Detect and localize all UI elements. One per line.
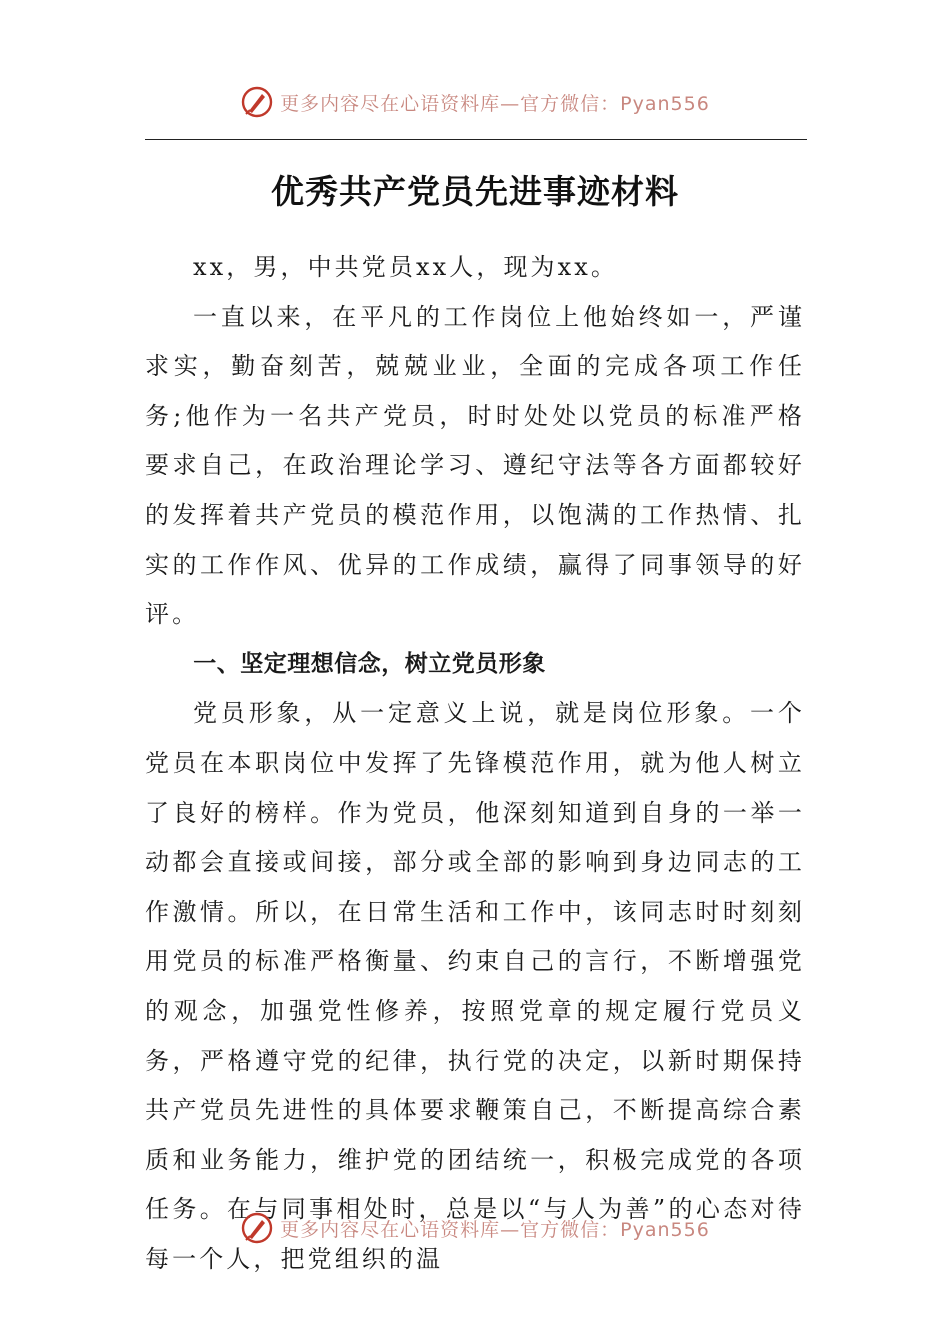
pen-circle-logo-icon [240, 1211, 274, 1245]
banner-slogan: 更多内容尽在心语资料库—官方微信： [280, 1218, 621, 1241]
section-heading: 一、坚定理想信念，树立党员形象 [193, 650, 546, 677]
banner-text [280, 1215, 710, 1242]
header-divider [145, 139, 807, 140]
footer-banner [0, 1208, 950, 1248]
banner-wechat-id: Pyan556 [620, 92, 710, 115]
header-banner [0, 82, 950, 122]
paragraph-intro: xx，男，中共党员xx人，现为xx。 [193, 253, 619, 281]
banner-slogan: 更多内容尽在心语资料库—官方微信： [280, 92, 621, 115]
paragraph-section-1: 党员形象，从一定意义上说，就是岗位形象。一个党员在本职岗位中发挥了先锋模范作用，就为他人树立了良好的榜样。作为党员，他深刻知道到自身的一举一动都会直接或间接，部分或全部的影响到身边同志的工作激情。所以，在日常生活和工作中，该同志时时刻刻用党员的标准严格衡量、约束自己的言行，不断增强党的观念，加强党性修养，按照党章的规定履行党员义务，严格遵守党的纪律，执行党的决定，以新时期保持共产党员先进性的具体要求鞭策自己，不断提高综合素质和业务能力，维护党的团结统一，积极完成党的各项任务。在与同事相处时，总是以“与人为善”的心态对待每一个人，把党组织的温 [145, 699, 805, 1273]
document-title: 优秀共产党员先进事迹材料 [271, 172, 679, 211]
banner-wechat-id: Pyan556 [620, 1218, 710, 1241]
pen-circle-logo-icon [240, 85, 274, 119]
paragraph-summary: 一直以来，在平凡的工作岗位上他始终如一，严谨求实，勤奋刻苦，兢兢业业，全面的完成各项工作任务;他作为一名共产党员，时时处处以党员的标准严格要求自己，在政治理论学习、遵纪守法等各方面都较好的发挥着共产党员的模范作用，以饱满的工作热情、扎实的工作作风、优异的工作成绩，赢得了同事领导的好评。 [145, 302, 805, 629]
banner-text [280, 89, 710, 116]
document-body [145, 243, 805, 1284]
